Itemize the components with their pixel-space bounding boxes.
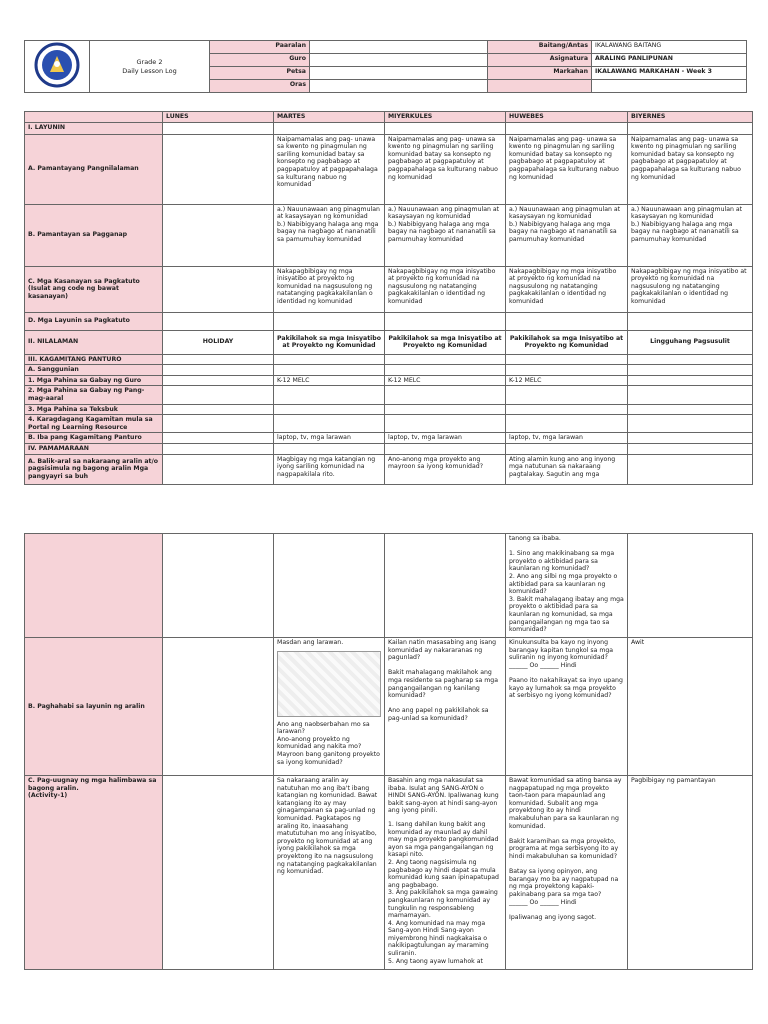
- label-markahan: Markahan: [488, 67, 592, 80]
- cell-kasanayan-tue: Nakapagbibigay ng mga inisyatibo at proyekto ng komunidad na nagsusulong ng natatanging pagkakakilanlan o identidad ng komunidad: [274, 266, 385, 312]
- day-header-martes: MARTES: [274, 112, 385, 123]
- row-label-pagganap: B. Pamantayan sa Pagganap: [25, 204, 163, 266]
- day-header-lunes: LUNES: [163, 112, 274, 123]
- row-label-gabay-guro: 1. Mga Pahina sa Gabay ng Guro: [25, 375, 163, 386]
- label-baitang: Baitang/Antas: [488, 41, 592, 54]
- cell-paghahabi-fri: Awit: [628, 638, 753, 776]
- cell-balik-tue: Magbigay ng mga katangian ng iyong sariling komunidad na nagpapakilala rito.: [274, 454, 385, 484]
- grade-label: Grade 2: [136, 57, 163, 66]
- cell-k12-wed: K-12 MELC: [385, 375, 506, 386]
- cell-paghahabi-thu: Kinukunsulta ba kayo ng inyong barangay kapitan tungkol sa mga suliranin ng inyong komunidad? ______ Oo ______ Hindi Paano ito nakahikayat sa inyo upang kayo ay lumahok sa mga proyekto at serbisyo ng iyong komunidad?: [506, 638, 628, 776]
- cell-kasanayan-wed: Nakapagbibigay ng mga inisyatibo at proyekto ng komunidad na nagsusulong ng natatanging pagkakakilanlan o identidad ng komunidad: [385, 266, 506, 312]
- row-label-iba-pang: B. Iba pang Kagamitang Panturo: [25, 433, 163, 444]
- cell-pamantayang-fri: Naipamamalas ang pag- unawa sa kwento ng pinagmulan ng sariling komunidad batay sa konsepto ng pagbabago at pagpapatuloy at pagpapahalaga sa kulturang nabuo ng komunidad: [628, 134, 753, 204]
- section-layunin: I. LAYUNIN: [25, 122, 163, 134]
- day-header-huwebes: HUWEBES: [506, 112, 628, 123]
- logo-cell: [25, 41, 90, 93]
- cell-paguugnay-tue: Sa nakaraang aralin ay natutuhan mo ang iba't ibang katangian ng komunidad. Bawat katangiang ito ay may ginagampanan sa pag-unlad ng komunidad. Pagkatapos ng araling ito, inaasahang matututuhan mo ang inisyatibo, proyekto ng komunidad at ang iyong pakikilahok sa mga proyektong ito na nagsusulong ng natatanging pagkakakilanlan ng komunidad.: [274, 776, 385, 970]
- label-paaralan: Paaralan: [210, 41, 310, 54]
- paguugnay-wed-list: 1. Isang dahilan kung bakit ang komunidad ay maunlad ay dahil may mga proyekto pangkomunidad ayon sa mga pangangailangan ng kasapi nito. 2. Ang taong nagsisimula ng pagbabago ay hindi dapat sa mula komunidad kung saan ipinapatupad ang pagbabago. 3. Ang pakikilahok sa mga gawaing pangkaunlaran ng komunidad ay tungkulin ng responsableng mamamayan. 4. Ang komunidad na may mga Sang-ayon Hindi Sang-ayon miyembrong hindi nagkakaisa o nakikipagtulungan ay maraming suliranin. 5. Ang taong ayaw lumahok at: [388, 820, 499, 965]
- section-nilalaman: II. NILALAMAN: [25, 330, 163, 354]
- lesson-table-page-1: [24, 111, 753, 485]
- value-baitang[interactable]: IKALAWANG BAITANG: [592, 41, 747, 54]
- row-label-balik-aral: A. Balik-aral sa nakaraang aralin at/o pagsisimula ng bagong aralin Mga pangyayri sa buh: [25, 454, 163, 484]
- log-title: Daily Lesson Log: [122, 66, 177, 75]
- day-header-miyerkules: MIYERKULES: [385, 112, 506, 123]
- cell-nilalaman-fri: Lingguhang Pagsusulit: [628, 330, 753, 354]
- cell-kasanayan-fri: Nakapagbibigay ng mga inisyatibo at proyekto ng komunidad na nagsusulong ng natatanging pagkakakilanlan o identidad ng komunidad: [628, 266, 753, 312]
- cell-paguugnay-fri: Pagbibigay ng pamantayan: [628, 776, 753, 970]
- row-label-pamantayang: A. Pamantayang Pangnilalaman: [25, 134, 163, 204]
- value-petsa[interactable]: [310, 67, 488, 80]
- row-label-sanggunian: A. Sanggunian: [25, 365, 163, 376]
- label-oras: Oras: [210, 80, 310, 93]
- day-header-biyernes: BIYERNES: [628, 112, 753, 123]
- cell-k12-thu: K-12 MELC: [506, 375, 628, 386]
- cell-pagganap-tue: a.) Nauunawaan ang pinagmulan at kasaysayan ng komunidad b.) Nabibigyang halaga ang mga bagay na nagbago at nananatili sa pamumuhay komunidad: [274, 204, 385, 266]
- row-label-teksbuk: 3. Mga Pahina sa Teksbuk: [25, 404, 163, 415]
- cell-iba-thu: laptop, tv, mga larawan: [506, 433, 628, 444]
- value-paaralan[interactable]: [310, 41, 488, 54]
- paguugnay-wed-intro: Basahin ang mga nakasulat sa ibaba. Isulat ang SANG-AYON o HINDI SANG-AYON. Ipaliwanag kung bakit sang-ayon at hindi sang-ayon ang iyong pinili.: [388, 777, 499, 815]
- cell-pagganap-wed: a.) Nauunawaan ang pinagmulan at kasaysayan ng komunidad b.) Nabibigyang halaga ang mga bagay na nagbago at nananatili sa pamumuhay komunidad: [385, 204, 506, 266]
- header-table: [24, 40, 747, 93]
- row-label-paghahabi: B. Paghahabi sa layunin ng aralin: [25, 638, 163, 776]
- cell-iba-wed: laptop, tv, mga larawan: [385, 433, 506, 444]
- value-empty: [592, 80, 747, 93]
- lesson-table-page-2: [24, 533, 753, 970]
- cell-k12-tue: K-12 MELC: [274, 375, 385, 386]
- paghahabi-tue-top: Masdan ang larawan.: [277, 639, 344, 646]
- cell-pamantayang-thu: Naipamamalas ang pag- unawa sa kwento ng pinagmulan ng sariling komunidad batay sa konsepto ng pagbabago at pagpapatuloy at pagpapahalaga sa kulturang nabuo ng komunidad: [506, 134, 628, 204]
- label-asignatura: Asignatura: [488, 54, 592, 67]
- row-label-karagdagang: 4. Karagdagang Kagamitan mula sa Portal ng Learning Resource: [25, 415, 163, 433]
- label-petsa: Petsa: [210, 67, 310, 80]
- cell-pamantayang-wed: Naipamamalas ang pag- unawa sa kwento ng pinagmulan ng sariling komunidad batay sa konsepto ng pagbabago at pagpapatuloy at pagpapahalaga sa kulturang nabuo ng komunidad: [385, 134, 506, 204]
- cell-paguugnay-thu: Bawat komunidad sa ating bansa ay nagpapatupad ng mga proyekto taon-taon para mapaunlad ang komunidad. Subalit ang mga proyektong ito ay hindi makabuluhan para sa kaunlaran ng komunidad. Bakit karamihan sa mga proyekto, programa at mga serbisyong ito ay hindi makabuluhan sa komunidad? Batay sa iyong opinyon, ang barangay mo ba ay nagpatupad na ng mga proyektong kapaki-pakinabang para sa mga tao? ______ Oo ______ Hindi Ipaliwanag ang iyong sagot.: [506, 776, 628, 970]
- cell-iba-tue: laptop, tv, mga larawan: [274, 433, 385, 444]
- cell-nilalaman-tue: Pakikilahok sa mga Inisyatibo at Proyekto ng Komunidad: [274, 330, 385, 354]
- corner-cell: [25, 112, 163, 123]
- cell-paghahabi-tue: [274, 638, 385, 776]
- cell-pagganap-fri: a.) Nauunawaan ang pinagmulan at kasaysayan ng komunidad b.) Nabibigyang halaga ang mga bagay na nagbago at nananatili sa pamumuhay komunidad: [628, 204, 753, 266]
- value-oras[interactable]: [310, 80, 488, 93]
- cell-balik-wed: Ano-anong mga proyekto ang mayroon sa iyong komunidad?: [385, 454, 506, 484]
- value-markahan[interactable]: IKALAWANG MARKAHAN - Week 3: [592, 67, 747, 80]
- title-cell: [90, 41, 210, 93]
- cell-paghahabi-wed: Kailan natin masasabing ang isang komunidad ay nakararanas ng pagunlad? Bakit mahalagang makilahok ang mga residente sa pagharap sa mga pangangailangan ng kanilang komunidad? Ano ang papel ng pakikilahok sa pag-unlad sa komunidad?: [385, 638, 506, 776]
- cell-pagganap-thu: a.) Nauunawaan ang pinagmulan at kasaysayan ng komunidad b.) Nabibigyang halaga ang mga bagay na nagbago at nananatili sa pamumuhay komunidad: [506, 204, 628, 266]
- cell-cont-thu: tanong sa ibaba. 1. Sino ang makikinabang sa mga proyekto o aktibidad para sa kaunlaran ng komunidad? 2. Ano ang silbi ng mga proyekto o aktibidad para sa kaunlaran ng komunidad? 3. Bakit mahalagang ibatay ang mga proyekto o aktibidad para sa kaunlaran ng komunidad, sa mga pangangailangan ng mga tao sa komunidad?: [506, 534, 628, 638]
- cell-nilalaman-wed: Pakikilahok sa mga Inisyatibo at Proyekto ng Komunidad: [385, 330, 506, 354]
- cell-nilalaman-thu: Pakikilahok sa mga Inisyatibo at Proyekto ng Komunidad: [506, 330, 628, 354]
- value-guro[interactable]: [310, 54, 488, 67]
- holiday-label: HOLIDAY: [163, 330, 274, 354]
- cell-balik-thu: Ating alamin kung ano ang inyong mga natutunan sa nakaraang pagtalakay. Sagutin ang mga: [506, 454, 628, 484]
- label-empty: [488, 80, 592, 93]
- cell-paguugnay-wed: [385, 776, 506, 970]
- value-asignatura[interactable]: ARALING PANLIPUNAN: [592, 54, 747, 67]
- cell-pamantayang-tue: Naipamamalas ang pag- unawa sa kwento ng pinagmulan ng sariling komunidad batay sa konsepto ng pagbabago at pagpapatuloy at pagpapahalaga sa kulturang nabuo ng komunidad: [274, 134, 385, 204]
- section-pamamaraan: IV. PAMAMARAAN: [25, 443, 163, 454]
- row-label-gabay-pang: 2. Mga Pahina sa Gabay ng Pang-mag-aaral: [25, 386, 163, 404]
- cell-kasanayan-thu: Nakapagbibigay ng mga inisyatibo at proyekto ng komunidad na nagsusulong ng natatanging pagkakakilanlan o identidad ng komunidad: [506, 266, 628, 312]
- community-project-image: [277, 651, 381, 717]
- label-guro: Guro: [210, 54, 310, 67]
- deped-seal-icon: [28, 42, 86, 88]
- row-label-layunin-pagkatuto: D. Mga Layunin sa Pagkatuto: [25, 312, 163, 330]
- row-label-paguugnay: C. Pag-uugnay ng mga halimbawa sa bagong aralin. (Activity-1): [25, 776, 163, 970]
- paghahabi-tue-bottom: Ano ang naobserbahan mo sa larawan? Ano-anong proyekto ng komunidad ang nakita mo? Mayroon bang ganitong proyekto sa iyong komunidad?: [277, 720, 380, 766]
- section-kagamitan: III. KAGAMITANG PANTURO: [25, 354, 163, 365]
- row-label-kasanayan: C. Mga Kasanayan sa Pagkatuto (Isulat ang code ng bawat kasanayan): [25, 266, 163, 312]
